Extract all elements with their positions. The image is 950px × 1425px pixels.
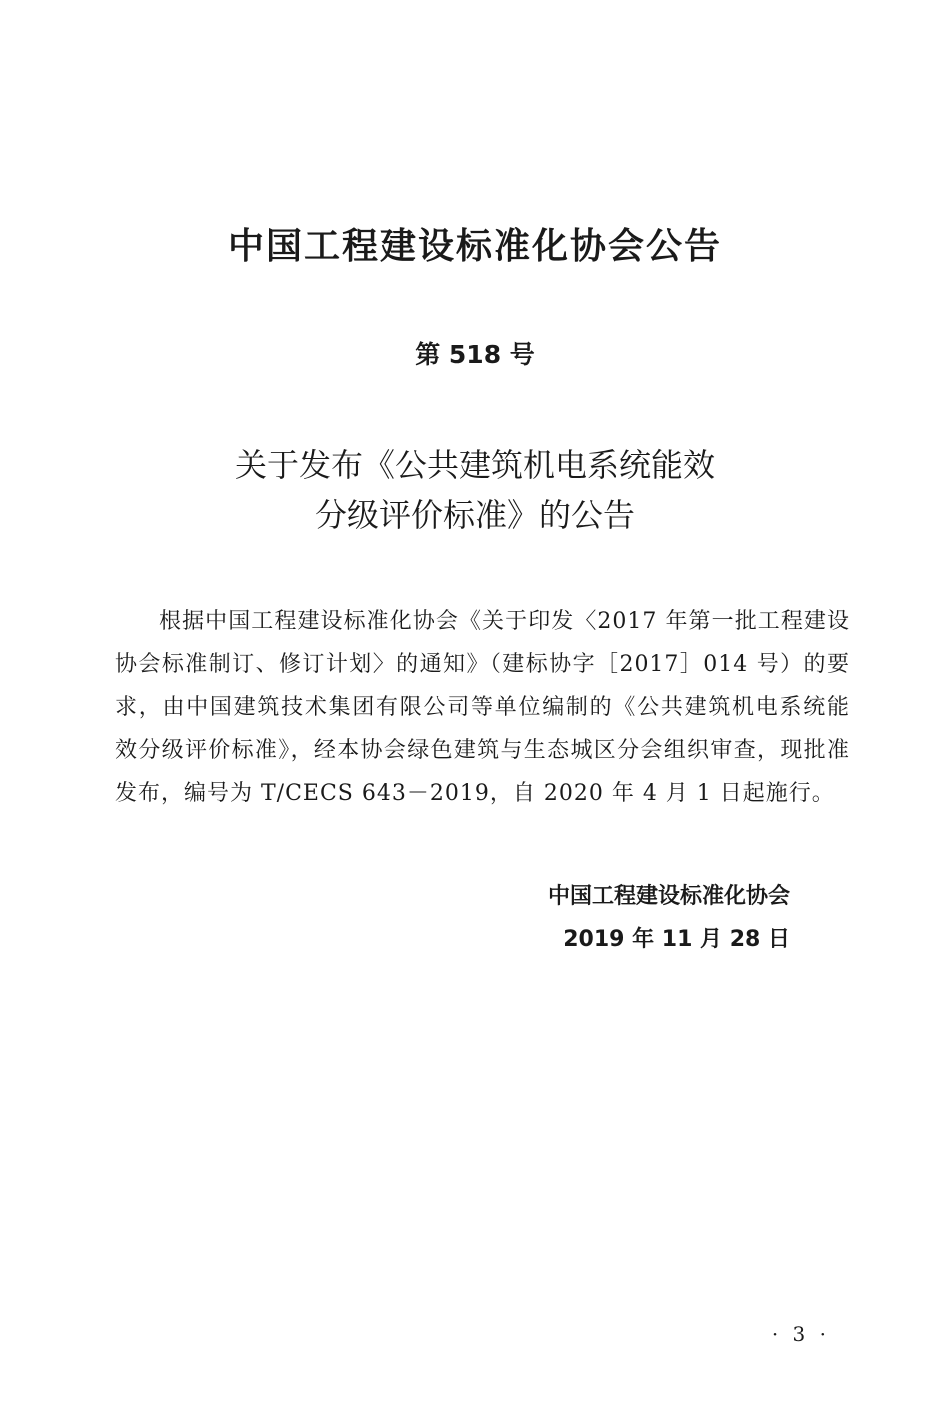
doc-number: 第 518 号 [415,340,535,369]
announcement-subject [0,440,950,540]
org-title: 中国工程建设标准化协会公告 [227,226,722,267]
signature-block [548,875,790,961]
page-number: · 3 · [771,1322,830,1346]
subject-line-2: 分级评价标准》的公告 [314,496,635,534]
subject-line-1: 关于发布《公共建筑机电系统能效 [234,446,715,484]
body-paragraph: 根据中国工程建设标准化协会《关于印发〈2017 年第一批工程建设协会标准制订、修订计划〉的通知》（建标协字［2017］014 号）的要求，由中国建筑技术集团有限公司等单位编制的《公共建筑机电系统能效分级评价标准》，经本协会绿色建筑与生态城区分会组织审查，现批准发布，编号为 T/CECS 643－2019，自 2020 年 4 月 1 日起施行。 [115,609,850,806]
signature-org: 中国工程建设标准化协会 [547,884,790,909]
signature-date: 2019 年 11 月 28 日 [563,927,790,952]
